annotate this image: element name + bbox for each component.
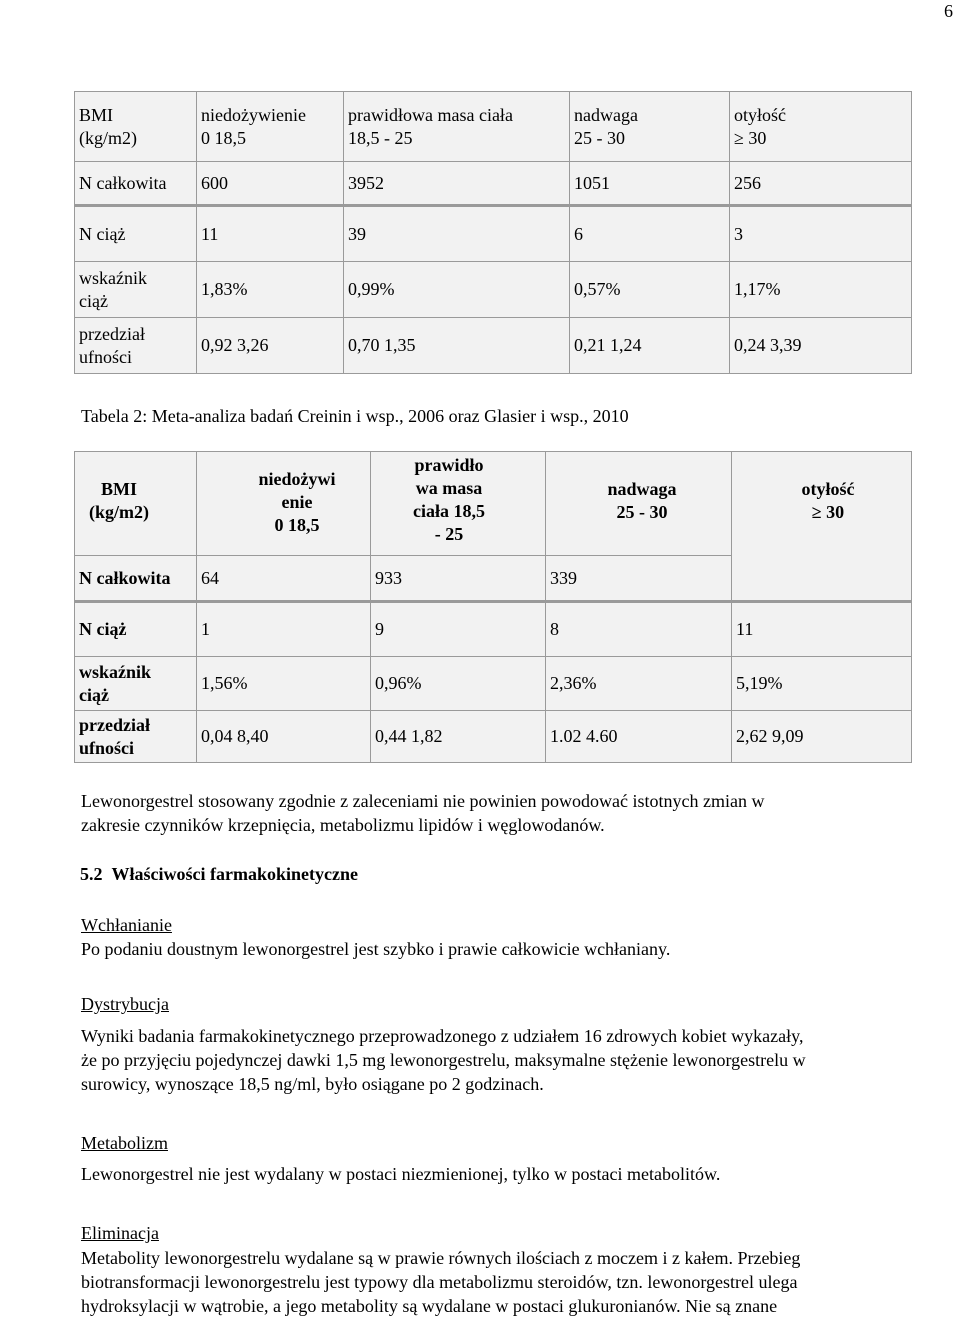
row-label: N całkowita: [75, 556, 197, 602]
table-cell: 1: [197, 602, 371, 657]
paragraph-dystrybucja: Wyniki badania farmakokinetycznego przeprowadzonego z udziałem 16 zdrowych kobiet wykazały, że po przyjęciu pojedynczej dawki 1,5 mg lewonorgestrelu, maksymalne stężenie lewonorgestrelu w surowicy, wynoszące 18,5 ng/ml, było osiągane po 2 godzinach.: [81, 1026, 806, 1094]
page-number: 6: [944, 1, 953, 21]
table-cell: 0,92 3,26: [197, 318, 344, 374]
row-label: N ciąż: [75, 602, 197, 657]
table-cell: 1,83%: [197, 262, 344, 318]
table-row: [75, 657, 912, 711]
table-cell: 3952: [344, 162, 570, 206]
row-label: N ciąż: [75, 206, 197, 262]
header-nadwaga: nadwaga 25 - 30: [546, 452, 732, 556]
table-row: [75, 711, 912, 763]
paragraph-eliminacja: Metabolity lewonorgestrelu wydalane są w prawie równych ilościach z moczem i z kałem. Przebieg biotransformacji lewonorgestrelu jest typowy dla metabolizmu steroidów, tzn. lewonorgestrel ulega hydroksylacji w wątrobie, a jego metabolity są wydalane w postaci glukuronianów. Nie są znane: [81, 1248, 801, 1316]
table-row: [75, 262, 912, 318]
header-otylosc: otyłość ≥ 30: [730, 92, 912, 162]
header-prawidlowa-masa: prawidło wa masa ciała 18,5 - 25: [371, 452, 546, 556]
table-cell: 0,57%: [570, 262, 730, 318]
table-cell: 0,44 1,82: [371, 711, 546, 763]
row-label: wskaźnik ciąż: [75, 262, 197, 318]
table-cell: 11: [732, 602, 912, 657]
table-cell: 1.02 4.60: [546, 711, 732, 763]
paragraph-metabolizm: Lewonorgestrel nie jest wydalany w postaci niezmienionej, tylko w postaci metabolitów.: [81, 1164, 721, 1184]
subheading-dystrybucja: Dystrybucja: [81, 994, 169, 1014]
table-caption: Tabela 2: Meta-analiza badań Creinin i wsp., 2006 oraz Glasier i wsp., 2010: [81, 406, 629, 426]
row-label: przedział ufności: [75, 711, 197, 763]
table-cell: 39: [344, 206, 570, 262]
bmi-table-2: [74, 451, 912, 763]
table-cell: 1,17%: [730, 262, 912, 318]
table-cell: 0,96%: [371, 657, 546, 711]
table-cell: 1051: [570, 162, 730, 206]
section-heading: 5.2 Właściwości farmakokinetyczne: [80, 864, 358, 884]
header-otylosc: otyłość ≥ 30: [732, 452, 912, 602]
table-row: [75, 318, 912, 374]
table-cell: 3: [730, 206, 912, 262]
table-cell: 9: [371, 602, 546, 657]
table-cell: 0,99%: [344, 262, 570, 318]
table-row: [75, 602, 912, 657]
table-cell: 2,62 9,09: [732, 711, 912, 763]
table-cell: 600: [197, 162, 344, 206]
row-label: N całkowita: [75, 162, 197, 206]
table-cell: 5,19%: [732, 657, 912, 711]
table-cell: 0,24 3,39: [730, 318, 912, 374]
paragraph-lewonorgestrel: Lewonorgestrel stosowany zgodnie z zaleceniami nie powinien powodować istotnych zmian w zakresie czynników krzepnięcia, metabolizmu lipidów i węglowodanów.: [81, 791, 765, 835]
table-row: [75, 162, 912, 206]
bmi-table-1: [74, 91, 912, 374]
subheading-wchlanianie: Wchłanianie: [81, 915, 172, 935]
table-row: [75, 206, 912, 262]
subheading-eliminacja: Eliminacja: [81, 1223, 159, 1243]
row-label: wskaźnik ciąż: [75, 657, 197, 711]
table-cell: 933: [371, 556, 546, 602]
table-cell: 6: [570, 206, 730, 262]
table-cell: 0,70 1,35: [344, 318, 570, 374]
header-niedozywienie: niedożywienie 0 18,5: [197, 92, 344, 162]
subheading-metabolizm: Metabolizm: [81, 1133, 168, 1153]
header-bmi: BMI (kg/m2): [75, 92, 197, 162]
table-cell: 1,56%: [197, 657, 371, 711]
header-nadwaga: nadwaga 25 - 30: [570, 92, 730, 162]
paragraph-wchlanianie: Po podaniu doustnym lewonorgestrel jest szybko i prawie całkowicie wchłaniany.: [81, 939, 671, 959]
table-cell: 339: [546, 556, 732, 602]
table-cell: 2,36%: [546, 657, 732, 711]
table-cell: 11: [197, 206, 344, 262]
header-niedozywienie: niedożywi enie 0 18,5: [197, 452, 371, 556]
table-cell: 0,21 1,24: [570, 318, 730, 374]
table-cell: 8: [546, 602, 732, 657]
table-cell: 64: [197, 556, 371, 602]
row-label: przedział ufności: [75, 318, 197, 374]
table-cell: 256: [730, 162, 912, 206]
header-bmi: BMI (kg/m2): [75, 452, 197, 556]
table-cell: 0,04 8,40: [197, 711, 371, 763]
header-prawidlowa-masa: prawidłowa masa ciała 18,5 - 25: [344, 92, 570, 162]
